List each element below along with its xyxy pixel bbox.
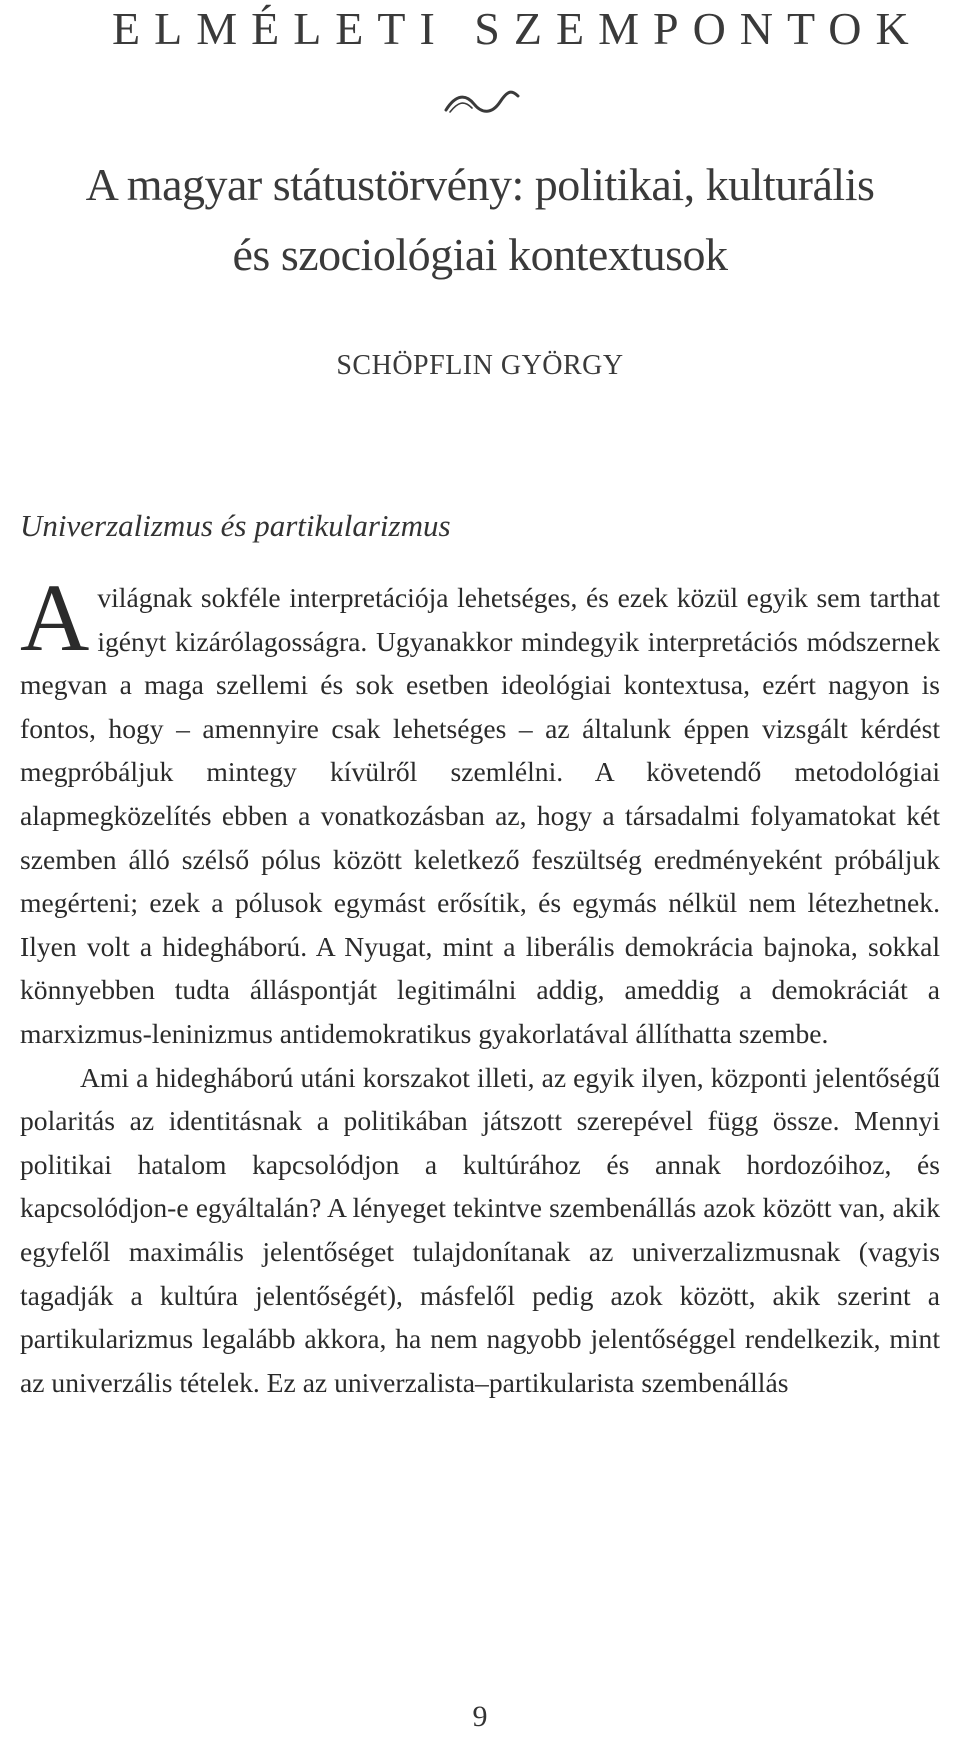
section-heading: ELMÉLETI SZEMPONTOK xyxy=(112,3,923,54)
page-number: 9 xyxy=(472,1700,488,1733)
paragraph-1 xyxy=(20,564,940,1056)
article-title xyxy=(20,150,940,290)
paragraph-2: Ami a hidegháború utáni korszakot illeti, az egyik ilyen, központi jelentőségű polaritás az identitásnak a politikában játszott szerepével függ össze. Mennyi politikai hatalom kapcsolódjon a kultúrához és annak hordozóihoz, és kapcsolódjon-e egyáltalán? A lényeget tekintve szembenállás azok között van, akik egyfelől maximális jelentőséget tulajdonítanak az univerzalizmusnak (vagyis tagadják a kultúra jelentőségét), másfelől pedig azok között, akik szerint a partikularizmus legalább akkora, ha nem nagyobb jelentőséggel rendelkezik, mint az univerzális tételek. Ez az univerzalista–partikularista szembenállás xyxy=(20,1061,940,1398)
title-line-1: A magyar státustörvény: politikai, kulturális xyxy=(85,159,875,210)
author-name: SCHÖPFLIN GYÖRGY xyxy=(336,350,624,381)
title-line-2: és szociológiai kontextusok xyxy=(232,229,728,280)
swash-ornament-icon xyxy=(442,88,522,118)
section-subheading: Univerzalizmus és partikularizmus xyxy=(20,508,451,543)
paragraph-1-text: világnak sokféle interpretációja lehetséges, és ezek közül egyik sem tarthat igényt kizárólagosságra. Ugyanakkor mindegyik interpretációs módszernek megvan a maga szellemi és sok esetben ideológiai kontextusa, ezért nagyon is fontos, hogy – amennyire csak lehetséges – az általunk éppen vizsgált kérdést megpróbáljuk mintegy kívülről szemlélni. A követendő metodológiai alapmegközelítés ebben a vonatkozásban az, hogy a társadalmi folyamatokat két szemben álló szélső pólus között keletkező feszültség eredményeként próbáljuk megérteni; ezek a pólusok egymást erősítik, és egymás nélkül nem létezhetnek. Ilyen volt a hidegháború. A Nyugat, mint a liberális demokrácia bajnoka, sokkal könnyebben tudta álláspontját legitimálni addig, ameddig a demokráciát a marxizmus-leninizmus antidemokratikus gyakorlatával állíthatta szembe. xyxy=(20,582,940,1049)
drop-cap: A xyxy=(20,564,90,671)
body-text xyxy=(20,564,940,1404)
